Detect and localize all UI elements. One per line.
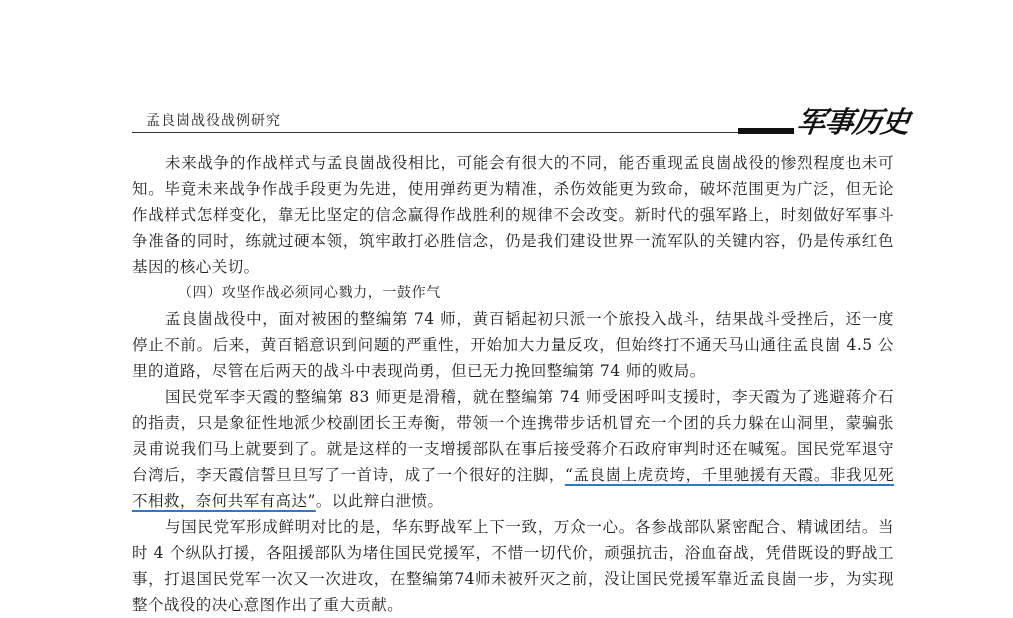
paragraph-3: [132, 384, 894, 514]
section-heading: （四）攻坚作战必须同心戮力，一鼓作气: [178, 285, 441, 301]
highlighted-quote: “孟良崮上虎贲垮，千里驰援有天霞。非我见死不相救，奈何共军有高达”: [132, 466, 894, 510]
header-bar: [738, 128, 794, 134]
article-body: [132, 150, 894, 618]
paragraph-2: 孟良崮战役中，面对被困的整编第 74 师，黄百韬起初只派一个旅投入战斗，结果战斗受挫后，还一度停止不前。后来，黄百韬意识到问题的严重性，开始加大力量反攻，但始终打不通天马山通往孟良崮 4.5 公里的道路，尽管在后两天的战斗中表现尚勇，但已无力挽回整编第 74 师的败局。: [132, 310, 894, 380]
paragraph-1: 未来战争的作战样式与孟良崮战役相比，可能会有很大的不同，能否重现孟良崮战役的惨烈程度也未可知。毕竟未来战争作战手段更为先进，使用弹药更为精准，杀伤效能更为致命，破坏范围更为广泛，但无论作战样式怎样变化，靠无比坚定的信念赢得作战胜利的规律不会改变。新时代的强军路上，时刻做好军事斗争准备的同时，练就过硬本领，筑牢敢打必胜信念，仍是我们建设世界一流军队的关键内容，仍是传承红色基因的核心关切。: [132, 154, 894, 276]
paragraph-4: 与国民党军形成鲜明对比的是，华东野战军上下一致，万众一心。各参战部队紧密配合、精诚团结。当时 4 个纵队打援，各阻援部队为堵住国民党援军，不惜一切代价，顽强抗击，浴血奋战，凭借既设的野战工事，打退国民党军一次又一次进攻，在整编第74师未被歼灭之前，没让国民党援军靠近孟良崮一步，为实现整个战役的决心意图作出了重大贡献。: [132, 518, 894, 614]
paragraph-3-text: 国民党军李天霞的整编第 83 师更是滑稽，就在整编第 74 师受困呼叫支援时，李天霞为了逃避蒋介石的指责，只是象征性地派少校副团长王寿衡，带领一个连携带步话机冒充一个团的兵力躲在山洞里，蒙骗张灵甫说我们马上就要到了。就是这样的一支增援部队在事后接受蒋介石政府审判时还在喊冤。国民党军退守台湾后，李天霞信誓旦旦写了一首诗，成了一个很好的注脚，: [132, 388, 894, 484]
header-rule: [132, 132, 738, 133]
journal-logo: 军事历史: [794, 105, 912, 139]
paragraph-3-end: 。以此辩白泄愤。: [315, 492, 444, 510]
running-title: 孟良崮战役战例研究: [146, 113, 281, 129]
